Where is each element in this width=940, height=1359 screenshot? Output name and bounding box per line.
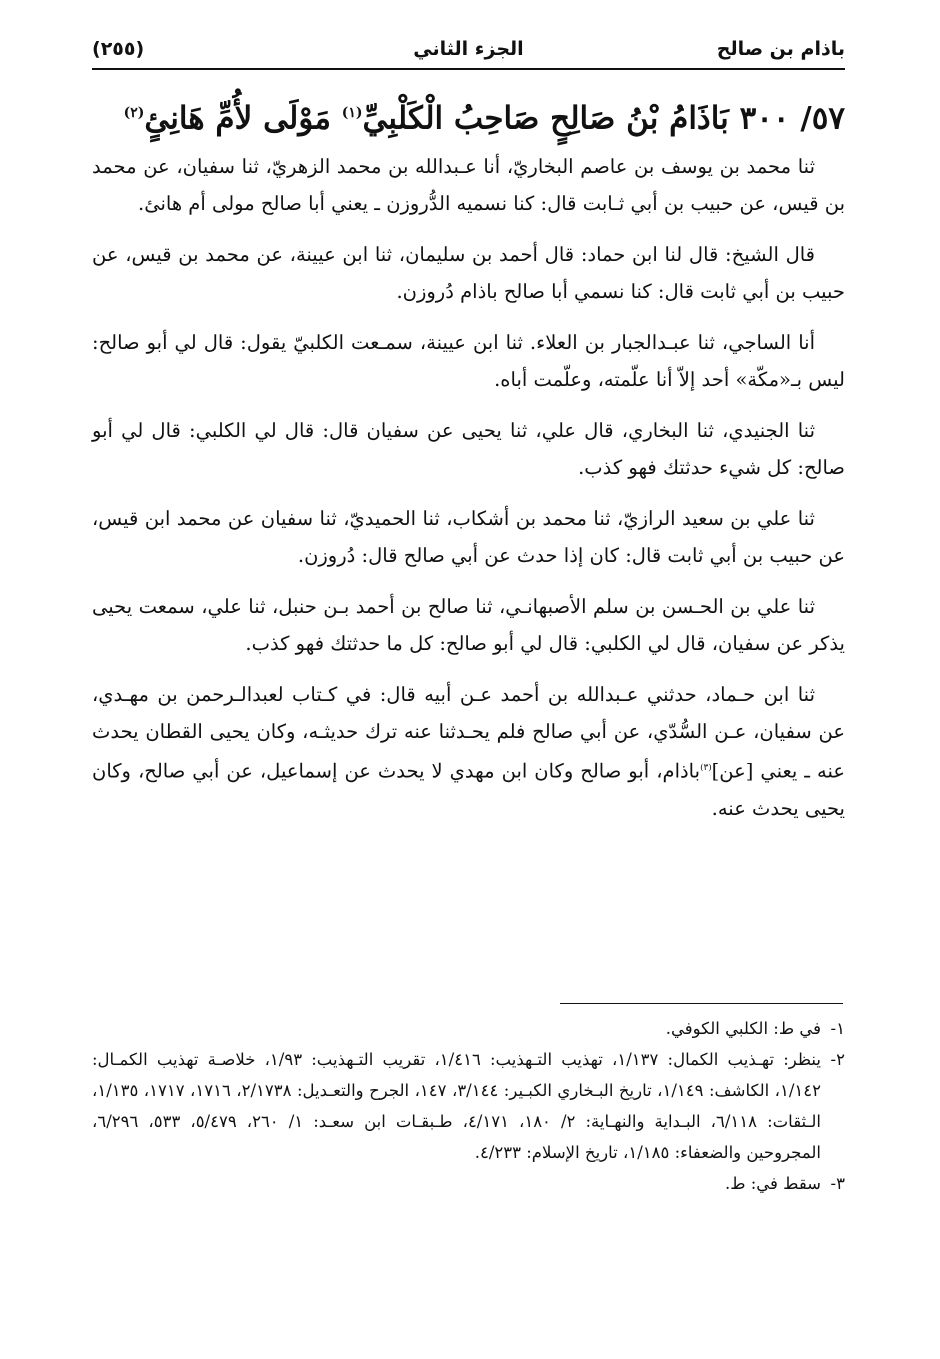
footnote-number: ٢-	[830, 1050, 845, 1069]
page-number: (٢٥٥)	[92, 38, 145, 60]
note-ref-2: (٢)	[123, 105, 145, 121]
footnote-rule	[560, 1003, 843, 1004]
paragraph-text: ثنا ابن حـماد، حدثني عـبدالله بن أحمد عـن أبيه قال: في كـتاب لعبدالـرحمن بن مهـدي، عن سفيان، عـن السُّدّي، عن أبي صالح فلم يحـدثنا عنه ترك حديثـه، وكان يحيى القطان يحدث عنه ـ يعني [عن]	[92, 683, 845, 783]
footnote	[92, 1168, 845, 1199]
paragraph-text: باذام، أبو صالح وكان ابن مهدي لا يحدث عن إسماعيل، عن أبي صالح، وكان يحيى يحدث عنه.	[92, 759, 845, 820]
paragraph: ثنا علي بن سعيد الرازيّ، ثنا محمد بن أشكاب، ثنا الحميديّ، ثنا سفيان عن محمد ابن قيس، عن حبيب بن أبي ثابت قال: كان إذا حدث عن أبي صالح قال: دُروزن.	[92, 507, 845, 567]
entry-body	[92, 148, 845, 841]
footnote-text: ينظر: تهـذيب الكمال: ١/١٣٧، تهذيب التـهذيب: ١/٤١٦، تقريب التـهذيب: ١/٩٣، خلاصـة تهذيب الكمـال: ١/١٤٢، الكاشف: ١/١٤٩، تاريخ البـخاري الكبـير: ٣/١٤٤، ١٤٧، الجرح والتعـديل: ٢/١٧٣٨، ١٧١٦، ١٧١٧، ١/١٣٥، الـثقات: ٦/١١٨، البـداية والنهـاية: ٢/ ١٨٠، ٤/١٧١، طـبقـات ابن سعـد: ١/ ٢٦٠، ٥/٤٧٩، ٥٣٣، ٦/٢٩٦، المجروحين والضعفاء: ١/١٨٥، تاريخ الإسلام: ٤/٢٣٣.	[92, 1050, 821, 1162]
entry-title	[92, 88, 845, 143]
footnote	[92, 1044, 845, 1168]
note-ref-1: (١)	[341, 105, 363, 121]
header-rule	[92, 68, 845, 70]
paragraph: ثنا علي بن الحـسن بن سلم الأصبهانـي، ثنا صالح بن أحمد بـن حنبل، ثنا علي، سمعت يحيى يذكر عن سفيان، قال لي الكلبي: قال لي أبو صالح: كل ما حدثتك فهو كذب.	[92, 595, 845, 655]
paragraph: أنا الساجي، ثنا عبـدالجبار بن العلاء. ثنا ابن عيينة، سمـعت الكلبيّ يقول: قال لي أبو صالح: ليس بـ«مكّة» أحد إلاّ أنا علّمته، وعلّمت أباه.	[92, 331, 845, 391]
volume-label: الجزء الثاني	[413, 38, 524, 60]
running-title: باذام بن صالح	[716, 38, 845, 60]
paragraph-last	[92, 676, 845, 827]
note-ref-3: (٣)	[700, 763, 712, 773]
footnote-number: ١-	[830, 1019, 845, 1038]
footnote	[92, 1013, 845, 1044]
footnote-text: في ط: الكلبي الكوفي.	[665, 1019, 821, 1038]
running-header	[92, 34, 845, 68]
paragraph: قال الشيخ: قال لنا ابن حماد: قال أحمد بن سليمان، ثنا ابن عيينة، عن محمد بن قيس، عن حبيب بن أبي ثابت قال: كنا نسمي أبا صالح باذام دُروزن.	[92, 243, 845, 303]
entry-name: بَاذَامُ بْنُ صَالِحٍ صَاحِبُ الْكَلْبِيِّ	[362, 100, 729, 137]
paragraph: ثنا الجنيدي، ثنا البخاري، قال علي، ثنا يحيى عن سفيان قال: قال لي الكلبي: قال لي أبو صالح: كل شيء حدثتك فهو كذب.	[92, 419, 845, 479]
footnote-number: ٣-	[830, 1174, 845, 1193]
footnotes	[92, 1013, 845, 1199]
footnote-text: سقط في: ط.	[724, 1174, 821, 1193]
entry-name-continued: مَوْلَى لأُمِّ هَانِئٍ	[144, 100, 331, 137]
paragraph: ثنا محمد بن يوسف بن عاصم البخاريّ، أنا عـبدالله بن محمد الزهريّ، ثنا سفيان، عن محمد بن قيس، عن حبيب بن أبي ثـابت قال: كنا نسميه الدُّروزن ـ يعني أبا صالح مولى أم هانئ.	[92, 155, 845, 215]
entry-number: ٥٧/ ٣٠٠	[739, 100, 845, 137]
